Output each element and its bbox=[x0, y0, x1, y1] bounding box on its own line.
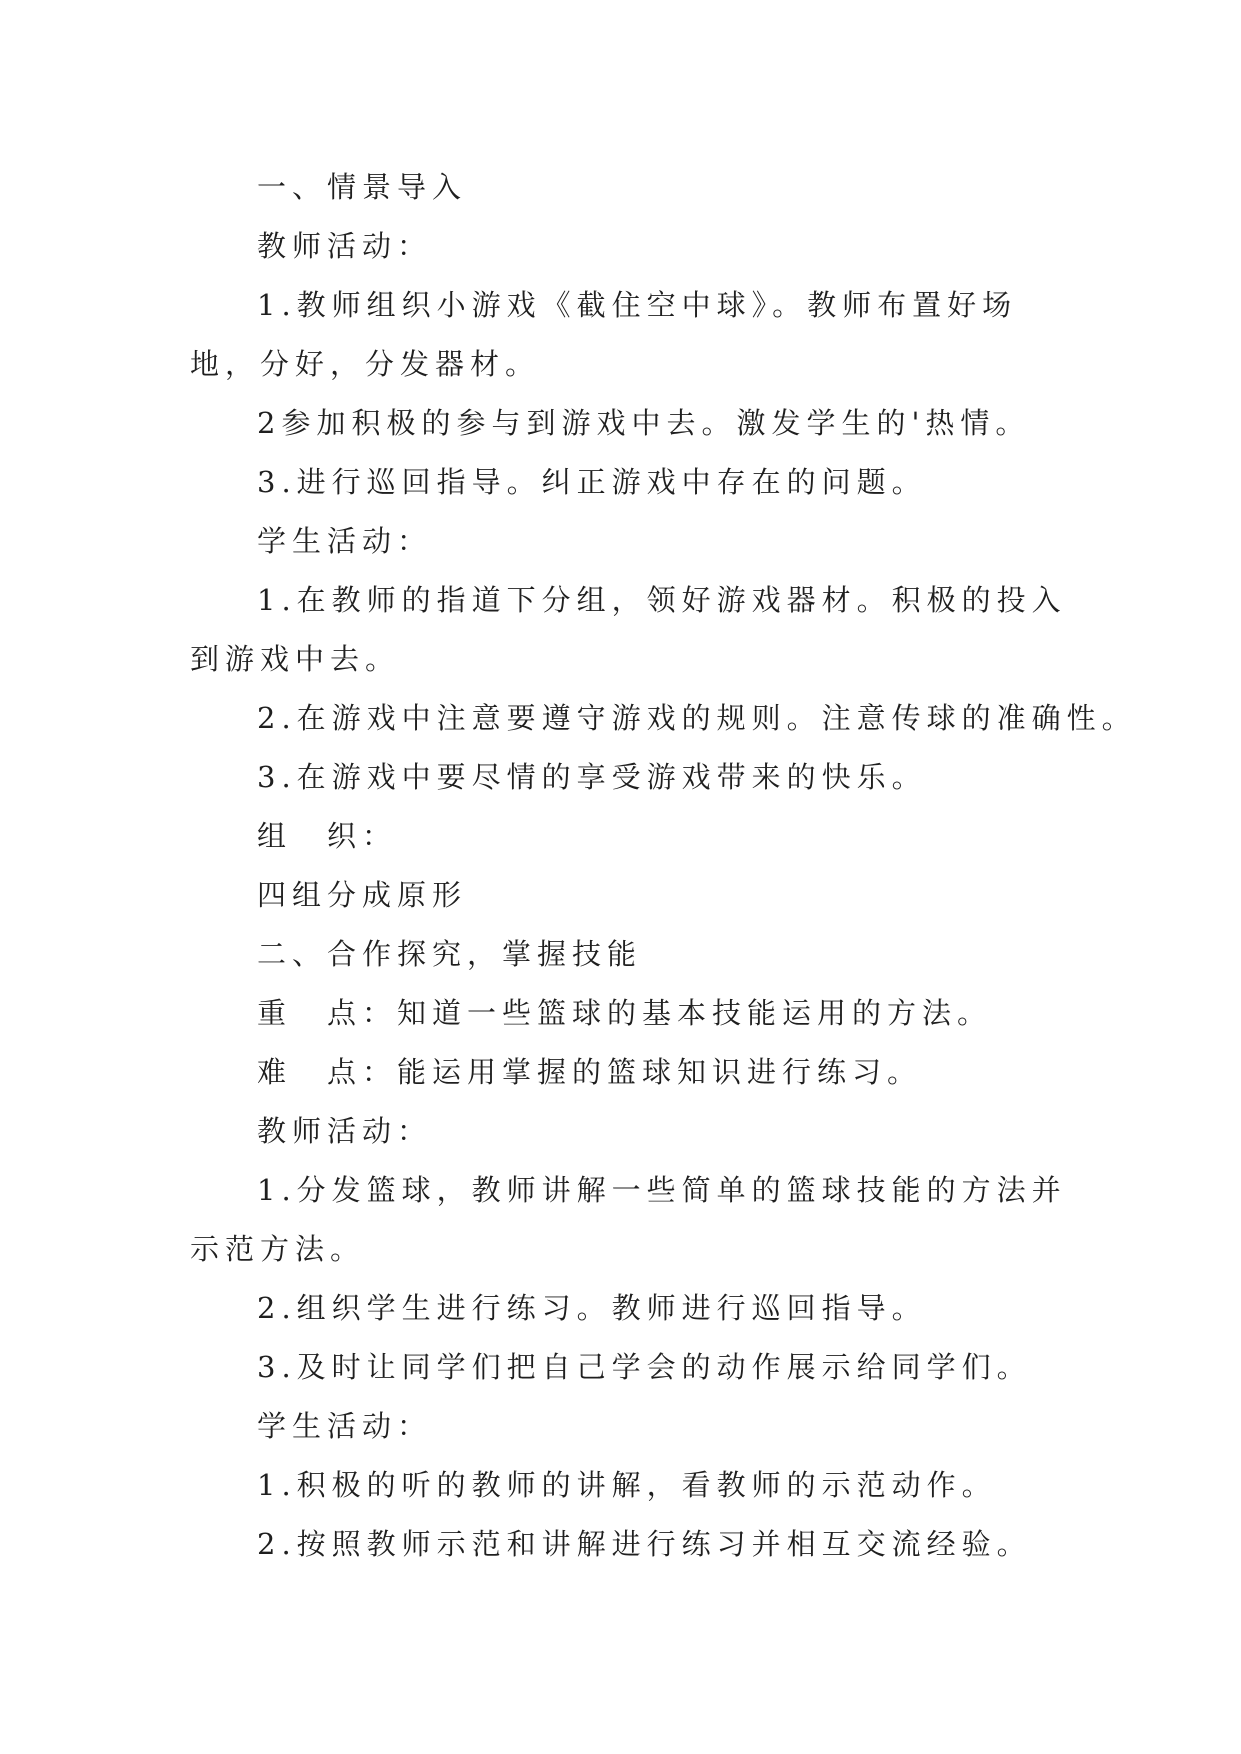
list-item: 1.教师组织小游戏《截住空中球》。教师布置好场地，分好，分发器材。 bbox=[190, 288, 1018, 381]
subheading-teacher-activity: 教师活动： bbox=[257, 229, 433, 263]
list-item: 1.积极的听的教师的讲解，看教师的示范动作。 bbox=[257, 1468, 997, 1502]
list-item: 2.在游戏中注意要遵守游戏的规则。注意传球的准确性。 bbox=[257, 701, 1137, 735]
difficult-point: 难 点：能运用掌握的篮球知识进行练习。 bbox=[257, 1055, 923, 1089]
paragraph: 四组分成原形 bbox=[257, 878, 468, 912]
subheading-student-activity: 学生活动： bbox=[257, 524, 433, 558]
list-item: 3.在游戏中要尽情的享受游戏带来的快乐。 bbox=[257, 760, 927, 794]
section-heading-2: 二、合作探究，掌握技能 bbox=[257, 937, 643, 971]
subheading-organization: 组 织： bbox=[257, 819, 398, 853]
subheading-teacher-activity: 教师活动： bbox=[257, 1114, 433, 1148]
list-item: 2参加积极的参与到游戏中去。激发学生的'热情。 bbox=[257, 406, 1031, 440]
list-item: 3.及时让同学们把自己学会的动作展示给同学们。 bbox=[257, 1350, 1032, 1384]
list-item: 1.在教师的指道下分组，领好游戏器材。积极的投入到游戏中去。 bbox=[190, 583, 1067, 676]
section-heading-1: 一、情景导入 bbox=[257, 170, 468, 204]
key-point: 重 点：知道一些篮球的基本技能运用的方法。 bbox=[257, 996, 993, 1030]
subheading-student-activity: 学生活动： bbox=[257, 1409, 433, 1443]
list-item: 2.按照教师示范和讲解进行练习并相互交流经验。 bbox=[257, 1527, 1032, 1561]
list-item: 3.进行巡回指导。纠正游戏中存在的问题。 bbox=[257, 465, 927, 499]
list-item: 1.分发篮球，教师讲解一些简单的篮球技能的方法并示范方法。 bbox=[190, 1173, 1067, 1266]
document-body bbox=[190, 158, 1137, 1574]
list-item: 2.组织学生进行练习。教师进行巡回指导。 bbox=[257, 1291, 927, 1325]
